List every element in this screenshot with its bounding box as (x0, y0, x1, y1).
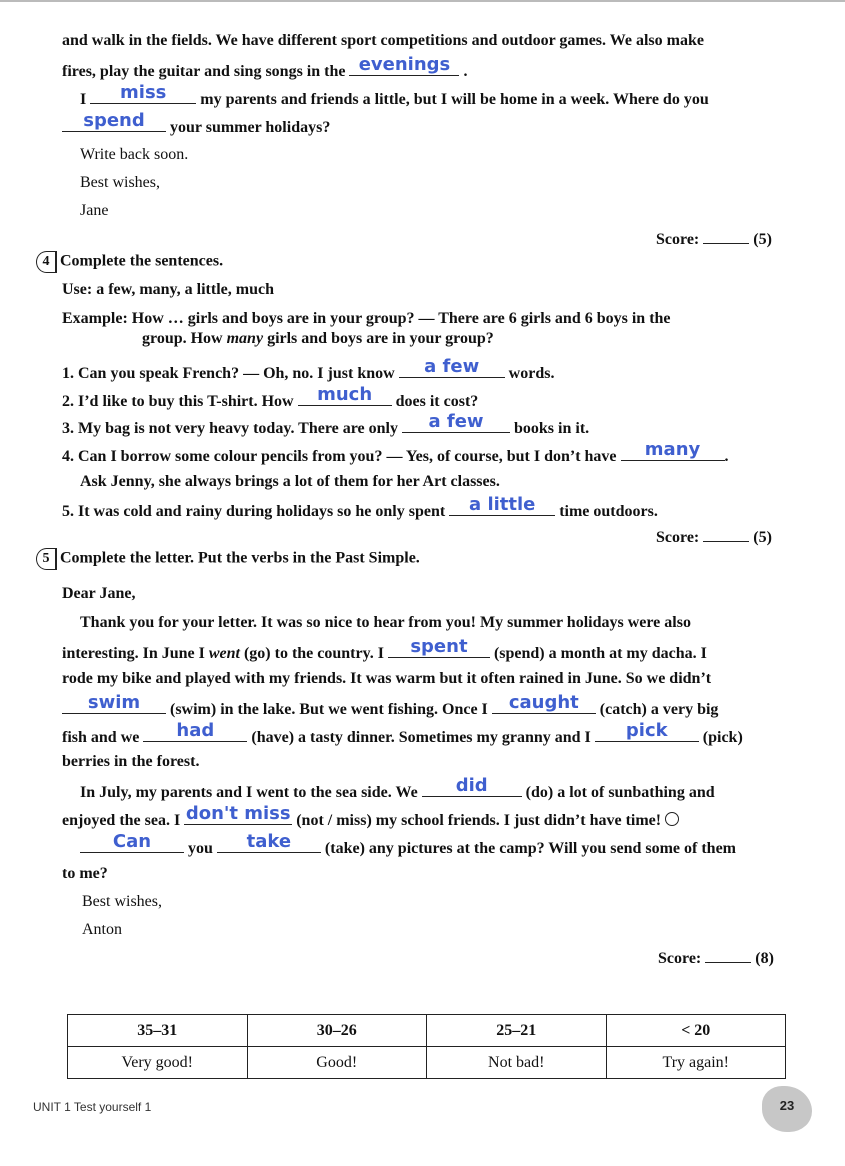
letter1-signature: Jane (80, 202, 109, 219)
letter2-line2: interesting. In June I went (go) to the country. I spent (spend) a month at my dacha. I (62, 636, 707, 662)
letter1-line4: spend your summer holidays? (62, 115, 330, 138)
grade-range: 25–21 (427, 1015, 607, 1047)
letter2-line3: rode my bike and played with my friends. It was warm but it often rained in June. So we didn’t (62, 670, 712, 687)
task4-sentence-3: 3. My bag is not very heavy today. There are only a few books in it. (62, 411, 590, 437)
answer-blank[interactable] (422, 775, 522, 797)
task-number-badge: 4 (36, 251, 57, 273)
task4-heading: 4 Complete the sentences. (36, 251, 223, 273)
task4-sentence-2: 2. I’d like to buy this T-shirt. How much does it cost? (62, 384, 479, 410)
answer-take: take (246, 831, 292, 852)
answer-miss: miss (120, 82, 167, 103)
letter2-line5: fish and we had (have) a tasty dinner. Sometimes my granny and I pick (pick) (62, 720, 743, 746)
top-border (0, 0, 845, 2)
answer-blank[interactable] (449, 494, 555, 516)
letter2-line7: In July, my parents and I went to the sea side. We did (do) a lot of sunbathing and (80, 775, 715, 801)
letter1-line2: fires, play the guitar and sing songs in the evenings . (62, 54, 468, 80)
answer-evenings: evenings (358, 54, 451, 75)
score-3: Score: (8) (658, 950, 774, 967)
letter2-line1: Thank you for your letter. It was so nice to hear from you! My summer holidays were also (80, 614, 691, 631)
score-blank[interactable] (703, 229, 749, 244)
score-2: Score: (5) (656, 529, 772, 546)
letter2-closing: Best wishes, (82, 893, 162, 910)
task4-example-line2: group. How many girls and boys are in your group? (142, 330, 494, 347)
answer-had: had (176, 720, 215, 741)
letter1-line3: I miss my parents and friends a little, but I will be home in a week. Where do you (80, 82, 709, 108)
grade-label: Very good! (68, 1047, 248, 1079)
footer-unit: UNIT 1 Test yourself 1 (33, 1100, 152, 1114)
grade-label: Not bad! (427, 1047, 607, 1079)
answer-blank[interactable] (143, 720, 247, 742)
answer-blank[interactable] (621, 439, 725, 461)
answer-blank[interactable] (595, 720, 699, 742)
answer-did: did (455, 775, 488, 796)
task5-heading: 5 Complete the letter. Put the verbs in the Past Simple. (36, 548, 420, 570)
answer-blank[interactable] (298, 384, 392, 406)
task4-sentence-1: 1. Can you speak French? — Oh, no. I just know a few words. (62, 356, 555, 382)
answer-spent: spent (410, 636, 468, 657)
letter2-line10: to me? (62, 865, 108, 882)
task4-sentence-4-cont: Ask Jenny, she always brings a lot of them for her Art classes. (80, 473, 500, 490)
answer-blank[interactable] (90, 82, 196, 104)
answer-much: much (317, 384, 373, 405)
answer-blank[interactable] (217, 831, 321, 853)
page-number: 23 (762, 1086, 812, 1132)
task-number-badge: 5 (36, 548, 57, 570)
letter2-line8: enjoyed the sea. I don't miss (not / miss) my school friends. I just didn’t have time! (62, 808, 679, 831)
letter2-line9: Can you take (take) any pictures at the camp? Will you send some of them (80, 836, 736, 859)
smiley-icon (665, 812, 679, 826)
grade-range: 30–26 (247, 1015, 427, 1047)
answer-a-few-2: a few (428, 411, 484, 432)
letter2-line4: swim (swim) in the lake. But we went fishing. Once I caught (catch) a very big (62, 697, 718, 720)
answer-dont-miss: don't miss (185, 803, 291, 824)
answer-blank[interactable] (492, 692, 596, 714)
answer-a-few-1: a few (424, 356, 480, 377)
answer-caught: caught (508, 692, 579, 713)
grade-label: Try again! (606, 1047, 786, 1079)
grade-range: 35–31 (68, 1015, 248, 1047)
letter2-greeting: Dear Jane, (62, 585, 136, 602)
grade-table (67, 1014, 786, 1079)
answer-blank[interactable] (184, 803, 292, 825)
task4-use: Use: a few, many, a little, much (62, 281, 274, 298)
letter1-closing1: Write back soon. (80, 146, 189, 163)
grade-range: < 20 (606, 1015, 786, 1047)
answer-blank[interactable] (402, 411, 510, 433)
answer-blank[interactable] (62, 110, 166, 132)
answer-can: Can (112, 831, 152, 852)
answer-pick: pick (625, 720, 668, 741)
answer-a-little: a little (469, 494, 536, 515)
letter1-closing2: Best wishes, (80, 174, 160, 191)
answer-blank[interactable] (388, 636, 490, 658)
answer-swim: swim (87, 692, 141, 713)
score-blank[interactable] (703, 527, 749, 542)
grade-label: Good! (247, 1047, 427, 1079)
grade-ranges-row (68, 1015, 786, 1047)
letter1-line1: and walk in the fields. We have different sport competitions and outdoor games. We also make (62, 32, 704, 49)
task4-sentence-4: 4. Can I borrow some colour pencils from you? — Yes, of course, but I don’t have many . (62, 439, 729, 465)
score-1: Score: (5) (656, 231, 772, 248)
grade-labels-row (68, 1047, 786, 1079)
task4-sentence-5: 5. It was cold and rainy during holidays so he only spent a little time outdoors. (62, 494, 658, 520)
answer-blank[interactable] (349, 54, 459, 76)
task4-example-line1: Example: How … girls and boys are in your group? — There are 6 girls and 6 boys in the (62, 310, 671, 327)
letter2-signature: Anton (82, 921, 122, 938)
answer-blank[interactable] (62, 692, 166, 714)
answer-spend: spend (83, 110, 145, 131)
answer-many: many (644, 439, 701, 460)
score-blank[interactable] (705, 948, 751, 963)
answer-blank[interactable] (80, 831, 184, 853)
letter2-line6: berries in the forest. (62, 753, 200, 770)
answer-blank[interactable] (399, 356, 505, 378)
